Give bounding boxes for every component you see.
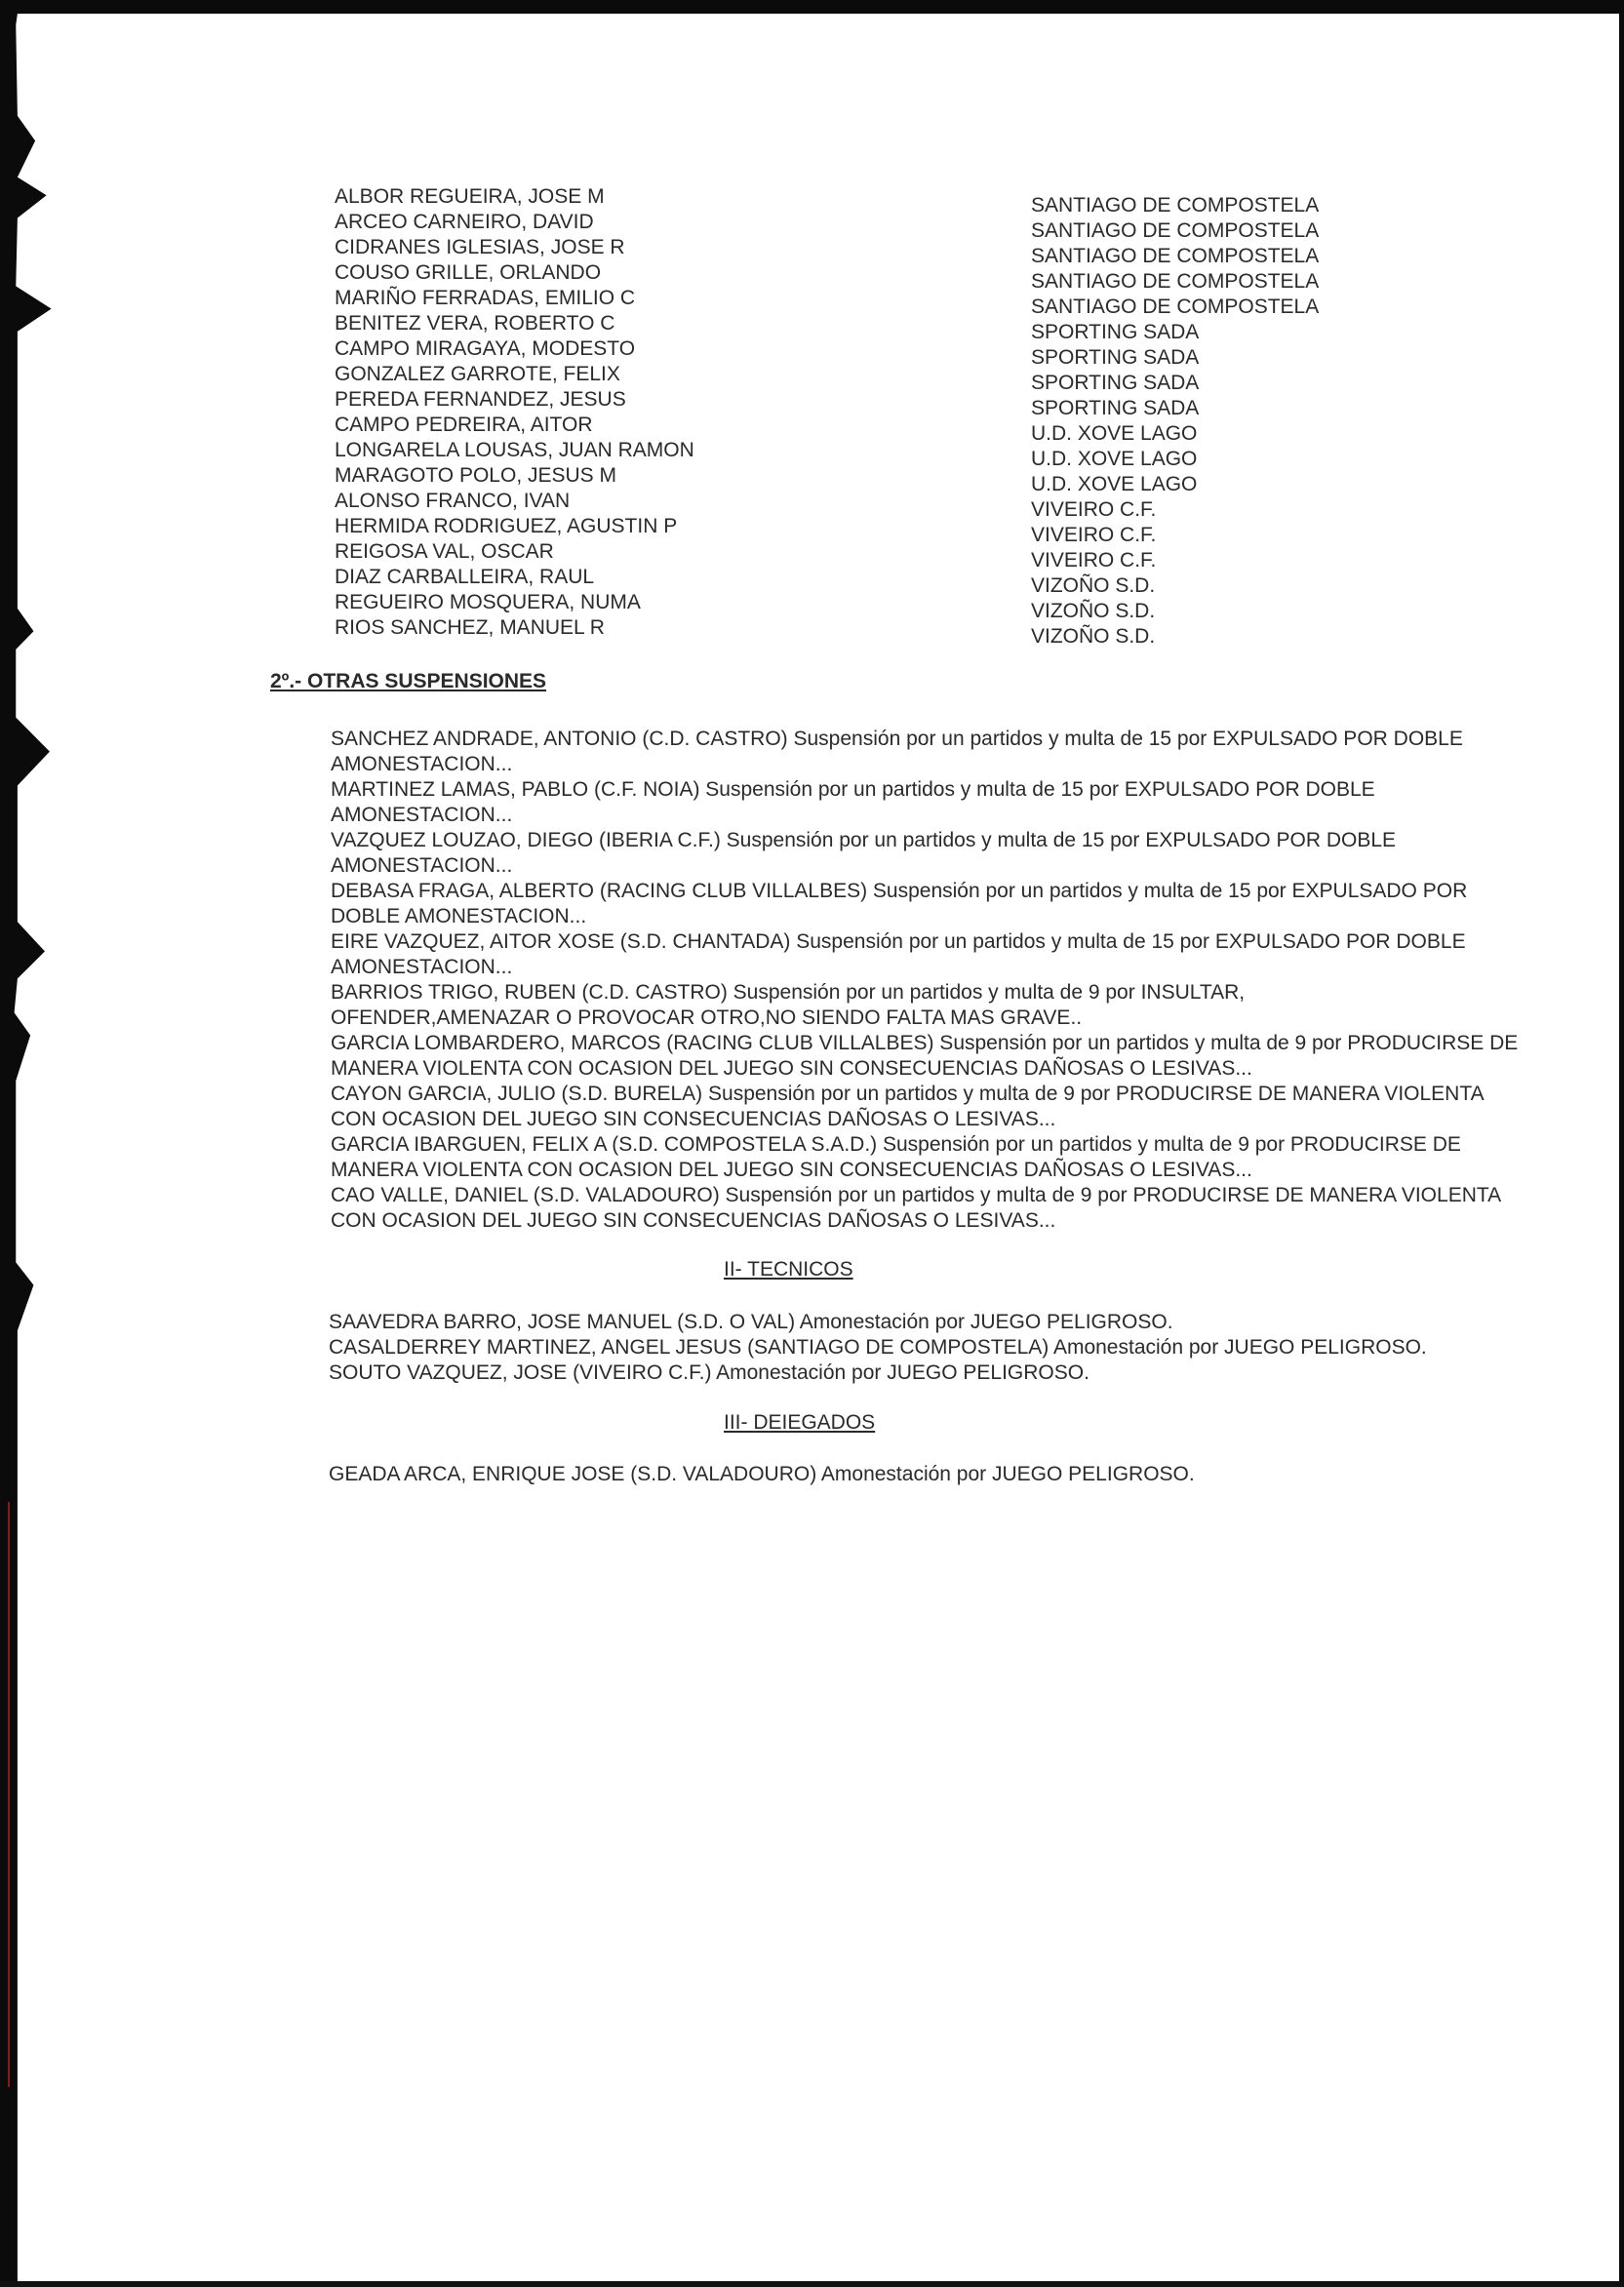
player-clubs-column (1031, 193, 1319, 650)
tecnico-entry: SAAVEDRA BARRO, JOSE MANUEL (S.D. O VAL) Amonestación por JUEGO PELIGROSO. (329, 1311, 1173, 1333)
player-club: VIVEIRO C.F. (1031, 549, 1157, 572)
player-club: U.D. XOVE LAGO (1031, 422, 1198, 445)
player-club: SANTIAGO DE COMPOSTELA (1031, 245, 1320, 267)
delegados-list (329, 1462, 1195, 1487)
player-club: U.D. XOVE LAGO (1031, 448, 1198, 470)
suspension-entry: BARRIOS TRIGO, RUBEN (C.D. CASTRO) Suspensión por un partidos y multa de 9 por INSULTAR, OFENDER,AMENAZAR O PROVOCAR OTRO,NO SIENDO FALTA MAS GRAVE.. (331, 981, 1246, 1029)
otras-suspensiones-list (331, 727, 1530, 1234)
player-name: LONGARELA LOUSAS, JUAN RAMON (335, 439, 694, 461)
player-club: SPORTING SADA (1031, 397, 1200, 419)
page-edge-mark (8, 1502, 10, 2087)
player-name: DIAZ CARBALLEIRA, RAUL (335, 566, 595, 588)
suspension-entry: GARCIA LOMBARDERO, MARCOS (RACING CLUB VILLALBES) Suspensión por un partidos y multa de 9 por PRODUCIRSE DE MANERA VIOLENTA CON OCASION DEL JUEGO SIN CONSECUENCIAS DAÑOSAS O LESIVAS... (331, 1032, 1519, 1080)
player-club: SPORTING SADA (1031, 372, 1200, 394)
player-club: SANTIAGO DE COMPOSTELA (1031, 270, 1320, 293)
section-title-tecnicos: II- TECNICOS (724, 1258, 853, 1281)
suspension-entry: CAYON GARCIA, JULIO (S.D. BURELA) Suspensión por un partidos y multa de 9 por PRODUCIRSE DE MANERA VIOLENTA CON OCASION DEL JUEGO SIN CONSECUENCIAS DAÑOSAS O LESIVAS... (331, 1083, 1484, 1130)
player-name: MARIÑO FERRADAS, EMILIO C (335, 287, 636, 309)
player-club: SANTIAGO DE COMPOSTELA (1031, 219, 1320, 242)
suspension-entry: CAO VALLE, DANIEL (S.D. VALADOURO) Suspensión por un partidos y multa de 9 por PRODUCIRSE DE MANERA VIOLENTA CON OCASION DEL JUEGO SIN CONSECUENCIAS DAÑOSAS O LESIVAS... (331, 1184, 1500, 1232)
player-names-column (335, 184, 694, 641)
player-club: SANTIAGO DE COMPOSTELA (1031, 194, 1320, 217)
tecnico-entry: SOUTO VAZQUEZ, JOSE (VIVEIRO C.F.) Amonestación por JUEGO PELIGROSO. (329, 1361, 1089, 1384)
player-club: SPORTING SADA (1031, 346, 1200, 369)
player-club: VIVEIRO C.F. (1031, 524, 1157, 546)
player-name: ALBOR REGUEIRA, JOSE M (335, 185, 605, 208)
scan-bottom-edge (0, 2281, 1624, 2287)
player-name: PEREDA FERNANDEZ, JESUS (335, 388, 626, 411)
player-name: COUSO GRILLE, ORLANDO (335, 261, 602, 284)
suspension-entry: SANCHEZ ANDRADE, ANTONIO (C.D. CASTRO) Suspensión por un partidos y multa de 15 por EXPULSADO POR DOBLE AMONESTACION... (331, 728, 1463, 775)
suspension-entry: MARTINEZ LAMAS, PABLO (C.F. NOIA) Suspensión por un partidos y multa de 15 por EXPULSADO POR DOBLE AMONESTACION... (331, 778, 1375, 826)
suspension-entry: EIRE VAZQUEZ, AITOR XOSE (S.D. CHANTADA) Suspensión por un partidos y multa de 15 por EXPULSADO POR DOBLE AMONESTACION... (331, 930, 1466, 978)
section-title-delegados: III- DEIEGADOS (724, 1411, 876, 1434)
tecnicos-list (329, 1310, 1427, 1386)
player-name: REIGOSA VAL, OSCAR (335, 540, 554, 563)
player-club: SPORTING SADA (1031, 321, 1200, 343)
suspension-entry: GARCIA IBARGUEN, FELIX A (S.D. COMPOSTELA S.A.D.) Suspensión por un partidos y multa de 9 por PRODUCIRSE DE MANERA VIOLENTA CON OCASION DEL JUEGO SIN CONSECUENCIAS DAÑOSAS O LESIVAS... (331, 1133, 1461, 1181)
player-name: MARAGOTO POLO, JESUS M (335, 464, 616, 487)
player-name: BENITEZ VERA, ROBERTO C (335, 312, 615, 335)
player-name: GONZALEZ GARROTE, FELIX (335, 363, 620, 385)
player-name: CAMPO MIRAGAYA, MODESTO (335, 337, 636, 360)
player-club: U.D. XOVE LAGO (1031, 473, 1198, 495)
player-club: SANTIAGO DE COMPOSTELA (1031, 296, 1320, 318)
player-name: HERMIDA RODRIGUEZ, AGUSTIN P (335, 515, 678, 537)
suspension-entry: VAZQUEZ LOUZAO, DIEGO (IBERIA C.F.) Suspensión por un partidos y multa de 15 por EXPULSADO POR DOBLE AMONESTACION... (331, 829, 1397, 877)
player-name: CIDRANES IGLESIAS, JOSE R (335, 236, 625, 258)
player-name: RIOS SANCHEZ, MANUEL R (335, 616, 605, 639)
player-name: ALONSO FRANCO, IVAN (335, 490, 571, 512)
player-name: CAMPO PEDREIRA, AITOR (335, 414, 593, 436)
player-club: VIZOÑO S.D. (1031, 625, 1156, 648)
player-club: VIZOÑO S.D. (1031, 600, 1156, 622)
tecnico-entry: CASALDERREY MARTINEZ, ANGEL JESUS (SANTIAGO DE COMPOSTELA) Amonestación por JUEGO PELIGROSO. (329, 1336, 1427, 1359)
player-club: VIZOÑO S.D. (1031, 574, 1156, 597)
player-name: REGUEIRO MOSQUERA, NUMA (335, 591, 641, 613)
player-club: VIVEIRO C.F. (1031, 498, 1157, 521)
player-name: ARCEO CARNEIRO, DAVID (335, 211, 594, 233)
delegado-entry: GEADA ARCA, ENRIQUE JOSE (S.D. VALADOURO) Amonestación por JUEGO PELIGROSO. (329, 1463, 1195, 1485)
section-title-otras-suspensiones: 2º.- OTRAS SUSPENSIONES (270, 670, 547, 692)
suspension-entry: DEBASA FRAGA, ALBERTO (RACING CLUB VILLALBES) Suspensión por un partidos y multa de 15 por EXPULSADO POR DOBLE AMONESTACION... (331, 880, 1468, 927)
